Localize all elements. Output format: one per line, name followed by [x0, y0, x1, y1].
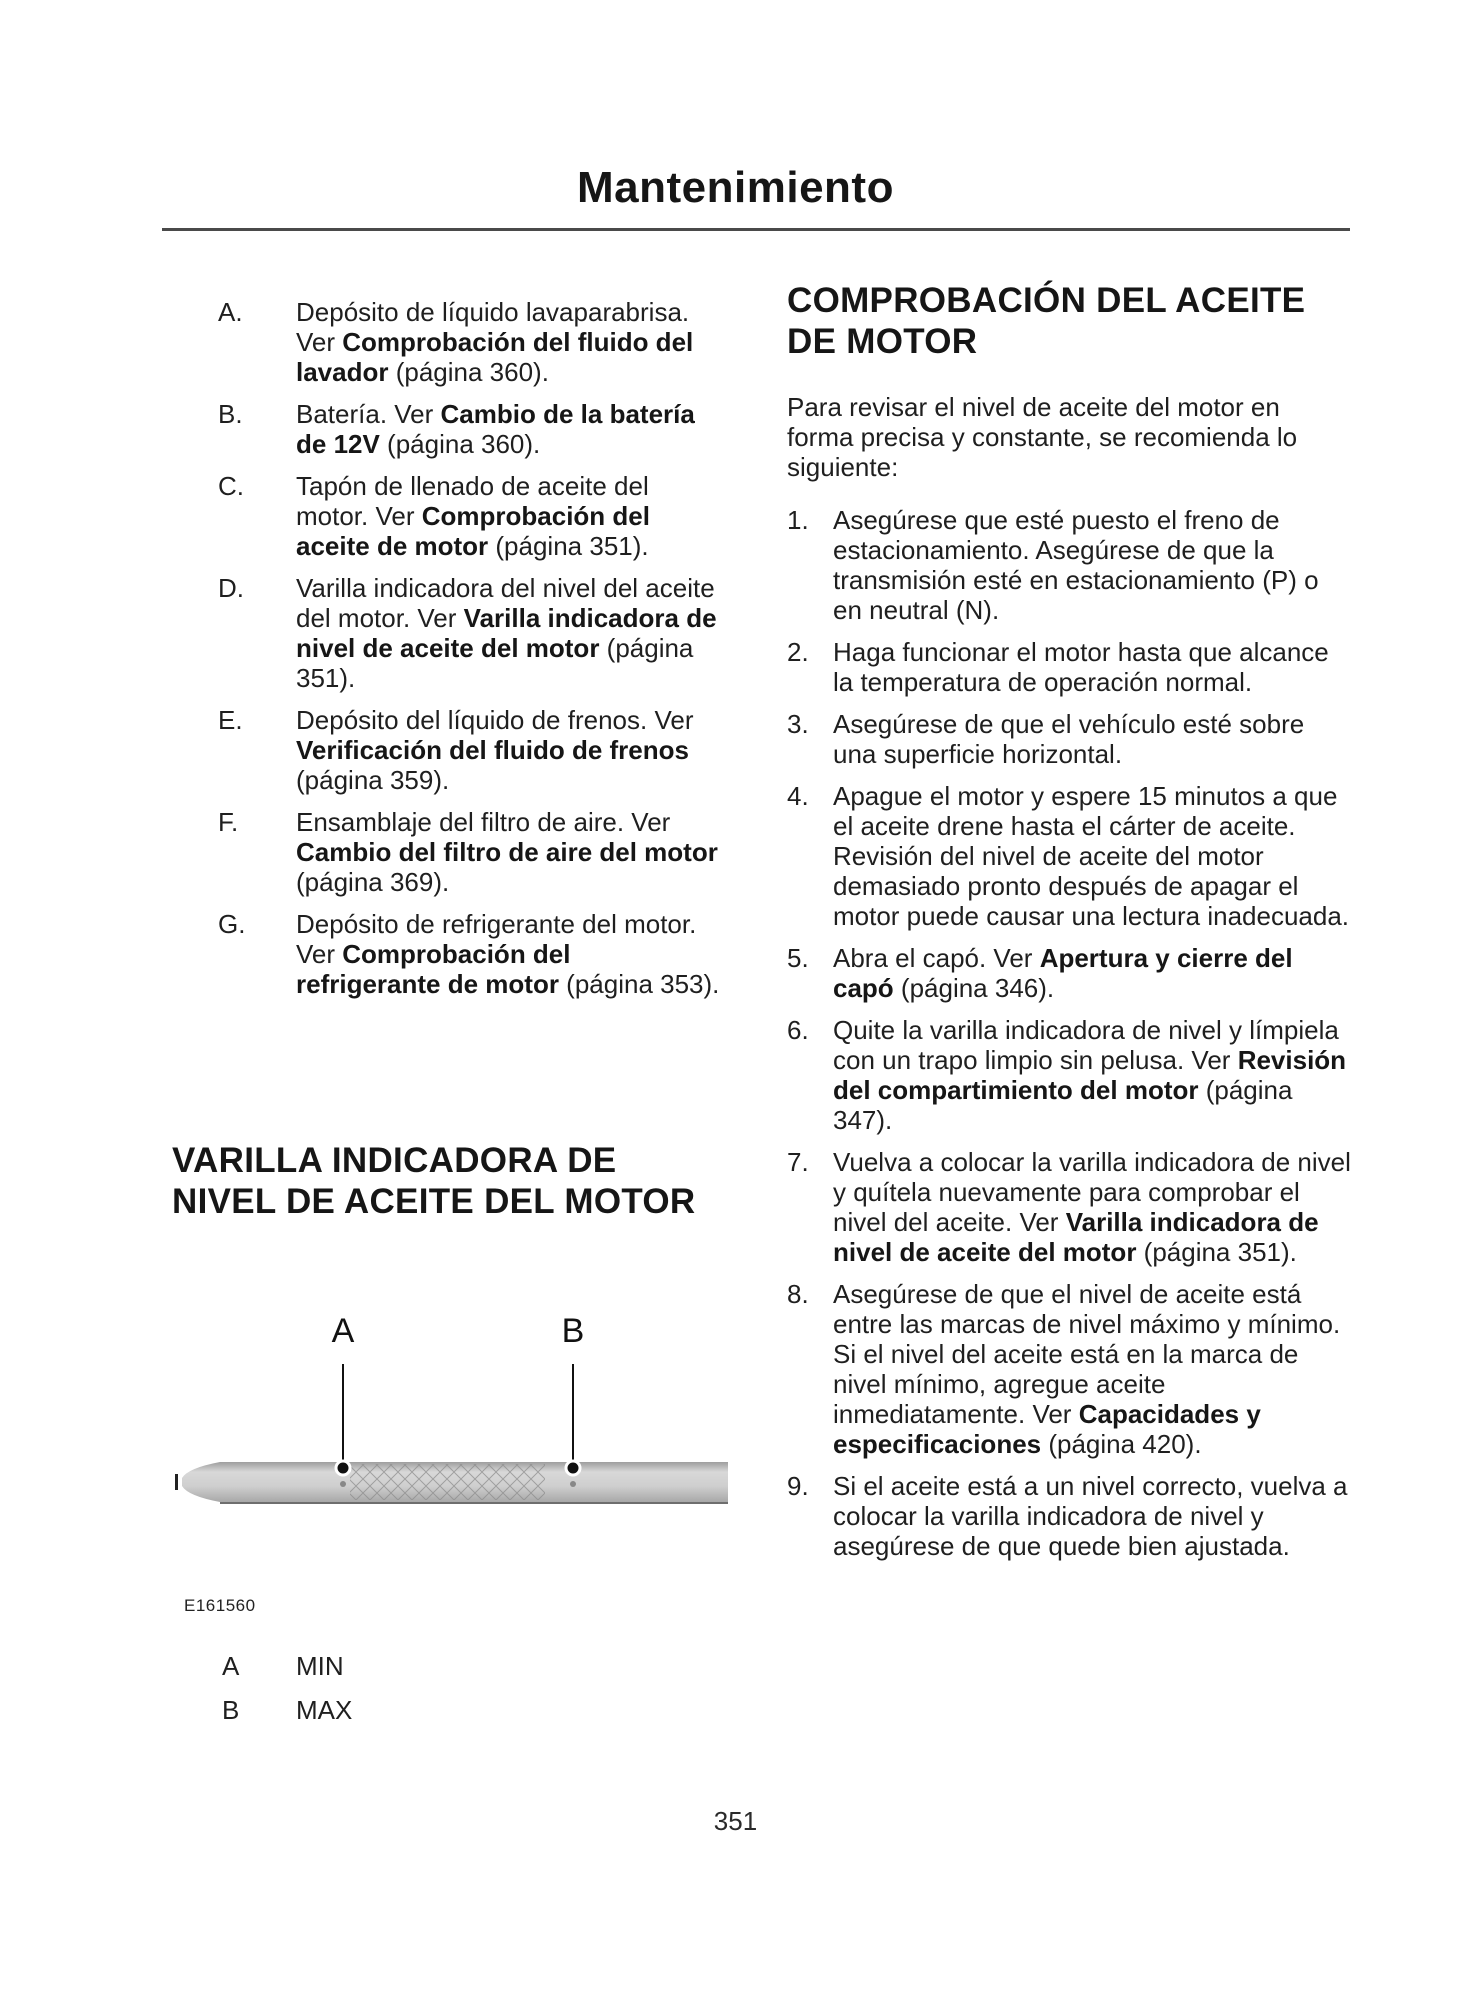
step-number: 9.: [787, 1471, 809, 1501]
max-mark-dot: [566, 1461, 580, 1475]
step-text: Quite la varilla indicadora de nivel y límpiela con un trapo limpio sin pelusa. Ver Revisión del compartimiento del motor (página 347).: [833, 1015, 1347, 1135]
legend-key: B: [222, 1695, 240, 1725]
step-item: [787, 781, 1352, 931]
figure-legend: [222, 1650, 352, 1738]
component-list: [200, 297, 720, 1011]
legend-row: [222, 1650, 352, 1682]
item-label: E.: [218, 705, 243, 735]
cross-reference-link[interactable]: Varilla indicadora de nivel de aceite del motor: [296, 603, 717, 663]
section-heading-oil-check: COMPROBACIÓN DEL ACEITE DE MOTOR: [787, 281, 1306, 361]
list-item: [200, 297, 720, 387]
step-text: Si el aceite está a un nivel correcto, vuelva a colocar la varilla indicadora de nivel y asegúrese de que quede bien ajustada.: [833, 1471, 1348, 1561]
step-text: Apague el motor y espere 15 minutos a que el aceite drene hasta el cárter de aceite. Revisión del nivel de aceite del motor demasiado pronto después de apagar el motor puede causar una lectura inadecuada.: [833, 781, 1350, 931]
step-item: [787, 637, 1352, 697]
cross-reference-link[interactable]: Capacidades y especificaciones: [833, 1399, 1261, 1459]
legend-value: MAX: [296, 1695, 353, 1725]
crosshatch-zone: [350, 1464, 545, 1500]
step-text: Vuelva a colocar la varilla indicadora de nivel y quítela nuevamente para comprobar el nivel del aceite. Ver Varilla indicadora de nivel de aceite del motor (página 351).: [833, 1147, 1351, 1267]
step-text: Haga funcionar el motor hasta que alcance la temperatura de operación normal.: [833, 637, 1329, 697]
item-label: B.: [218, 399, 243, 429]
cross-reference-link[interactable]: Comprobación del refrigerante de motor: [296, 939, 571, 999]
legend-key: A: [222, 1651, 240, 1681]
list-item: [200, 909, 720, 999]
list-item: [200, 573, 720, 693]
dipstick-illustration: [160, 1290, 740, 1510]
step-item: [787, 1015, 1352, 1135]
min-mark-dot: [336, 1461, 350, 1475]
step-item: [787, 1279, 1352, 1459]
item-label: D.: [218, 573, 244, 603]
item-label: C.: [218, 471, 244, 501]
section-heading-dipstick: VARILLA INDICADORA DE NIVEL DE ACEITE DEL MOTOR: [172, 1141, 696, 1221]
header-rule: [162, 228, 1350, 231]
step-number: 7.: [787, 1147, 809, 1177]
list-item: [200, 807, 720, 897]
item-text: Varilla indicadora del nivel del aceite del motor. Ver Varilla indicadora de nivel de aceite del motor (página 351).: [296, 573, 717, 693]
step-text: Asegúrese de que el vehículo esté sobre una superficie horizontal.: [833, 709, 1305, 769]
figure-code: E161560: [184, 1596, 256, 1615]
legend-row: [222, 1694, 352, 1726]
step-item: [787, 1147, 1352, 1267]
cross-reference-link[interactable]: Comprobación del fluido del lavador: [296, 327, 694, 387]
legend-value: MIN: [296, 1651, 344, 1681]
item-text: Tapón de llenado de aceite del motor. Ver Comprobación del aceite de motor (página 351).: [296, 471, 650, 561]
cross-reference-link[interactable]: Varilla indicadora de nivel de aceite del motor: [833, 1207, 1319, 1267]
step-item: [787, 709, 1352, 769]
item-label: F.: [218, 807, 239, 837]
item-text: Depósito de refrigerante del motor. Ver Comprobación del refrigerante de motor (página 353).: [296, 909, 720, 999]
page-title: Mantenimiento: [577, 163, 894, 212]
step-number: 5.: [787, 943, 809, 973]
list-item: [200, 399, 720, 459]
step-item: [787, 1471, 1352, 1561]
cross-reference-link[interactable]: Cambio de la batería de 12V: [296, 399, 695, 459]
item-label: A.: [218, 297, 243, 327]
cross-reference-link[interactable]: Verificación del fluido de frenos: [296, 735, 689, 765]
item-text: Depósito del líquido de frenos. Ver Verificación del fluido de frenos (página 359).: [296, 705, 694, 795]
cross-reference-link[interactable]: Comprobación del aceite de motor: [296, 501, 650, 561]
callout-a-label: A: [331, 1312, 355, 1350]
page-number: 351: [713, 1806, 758, 1836]
list-item: [200, 471, 720, 561]
step-number: 2.: [787, 637, 809, 667]
item-text: Batería. Ver Cambio de la batería de 12V (página 360).: [296, 399, 695, 459]
step-text: Asegúrese de que el nivel de aceite está entre las marcas de nivel máximo y mínimo. Si el nivel del aceite está en la marca de nivel mínimo, agregue aceite inmediatamente. Ver Capacidades y especificaciones (página 420).: [833, 1279, 1341, 1459]
cross-reference-link[interactable]: Cambio del filtro de aire del motor: [296, 837, 718, 867]
dipstick-figure: [160, 1290, 740, 1510]
step-number: 6.: [787, 1015, 809, 1045]
step-number: 1.: [787, 505, 809, 535]
callout-b-label: B: [561, 1312, 585, 1350]
step-text: Abra el capó. Ver Apertura y cierre del capó (página 346).: [833, 943, 1293, 1003]
item-text: Ensamblaje del filtro de aire. Ver Cambio del filtro de aire del motor (página 369).: [296, 807, 718, 897]
step-number: 3.: [787, 709, 809, 739]
list-item: [200, 705, 720, 795]
step-number: 4.: [787, 781, 809, 811]
intro-paragraph: Para revisar el nivel de aceite del motor en forma precisa y constante, se recomienda lo siguiente:: [787, 392, 1298, 482]
cross-reference-link[interactable]: Apertura y cierre del capó: [833, 943, 1293, 1003]
item-label: G.: [218, 909, 246, 939]
steps-list: [787, 505, 1352, 1573]
cross-reference-link[interactable]: Revisión del compartimiento del motor: [833, 1045, 1347, 1105]
step-text: Asegúrese que esté puesto el freno de estacionamiento. Asegúrese de que la transmisión esté en estacionamiento (P) o en neutral (N).: [833, 505, 1319, 625]
step-item: [787, 943, 1352, 1003]
step-item: [787, 505, 1352, 625]
item-text: Depósito de líquido lavaparabrisa. Ver Comprobación del fluido del lavador (página 360).: [296, 297, 694, 387]
step-number: 8.: [787, 1279, 809, 1309]
